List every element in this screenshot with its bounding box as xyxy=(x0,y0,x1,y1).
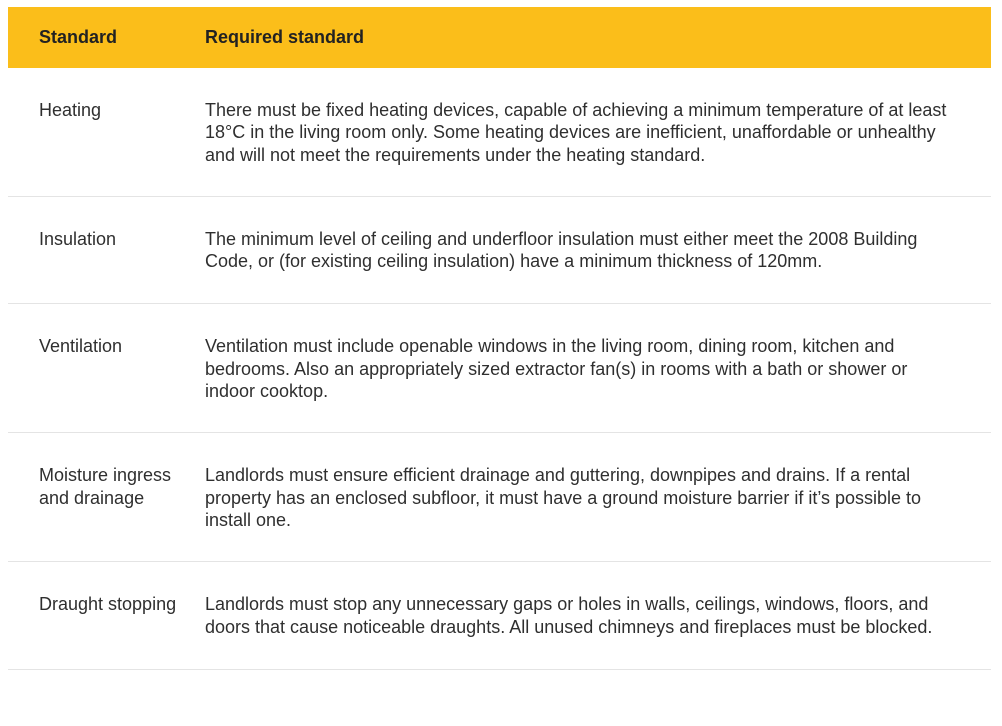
table-row-draught-stopping xyxy=(8,562,991,670)
table-body xyxy=(8,68,991,669)
table-row-heating xyxy=(8,68,991,196)
required-standard-cell: The minimum level of ceiling and underfloor insulation must either meet the 2008 Building Code, or (for existing ceiling insulation) have a minimum thickness of 120mm. xyxy=(205,196,991,304)
standard-name-cell: Moisture ingress and drainage xyxy=(8,433,205,562)
standard-name-cell: Insulation xyxy=(8,196,205,304)
standard-name-cell: Draught stopping xyxy=(8,562,205,670)
standards-table xyxy=(8,7,991,670)
table-row-ventilation xyxy=(8,304,991,433)
column-header-standard: Standard xyxy=(39,27,118,47)
column-header-required-standard: Required standard xyxy=(205,27,365,47)
standards-table-container xyxy=(8,7,991,670)
required-standard-cell: Landlords must stop any unnecessary gaps or holes in walls, ceilings, windows, floors, and doors that cause noticeable draughts. All unused chimneys and fireplaces must be blocked. xyxy=(205,562,991,670)
table-header xyxy=(8,7,991,68)
table-row-insulation xyxy=(8,196,991,304)
required-standard-cell: Landlords must ensure efficient drainage and guttering, downpipes and drains. If a rental property has an enclosed subfloor, it must have a ground moisture barrier if it’s possible to install one. xyxy=(205,433,991,562)
required-standard-cell: Ventilation must include openable windows in the living room, dining room, kitchen and bedrooms. Also an appropriately sized extractor fan(s) in rooms with a bath or shower or indoor cooktop. xyxy=(205,304,991,433)
table-row-moisture-ingress-and-drainage xyxy=(8,433,991,562)
standard-name-cell: Heating xyxy=(8,68,205,196)
table-header-row xyxy=(8,7,991,68)
standard-name-cell: Ventilation xyxy=(8,304,205,433)
required-standard-cell: There must be fixed heating devices, capable of achieving a minimum temperature of at least 18°C in the living room only. Some heating devices are inefficient, unaffordable or unhealthy and will not meet the requirements under the heating standard. xyxy=(205,68,991,196)
